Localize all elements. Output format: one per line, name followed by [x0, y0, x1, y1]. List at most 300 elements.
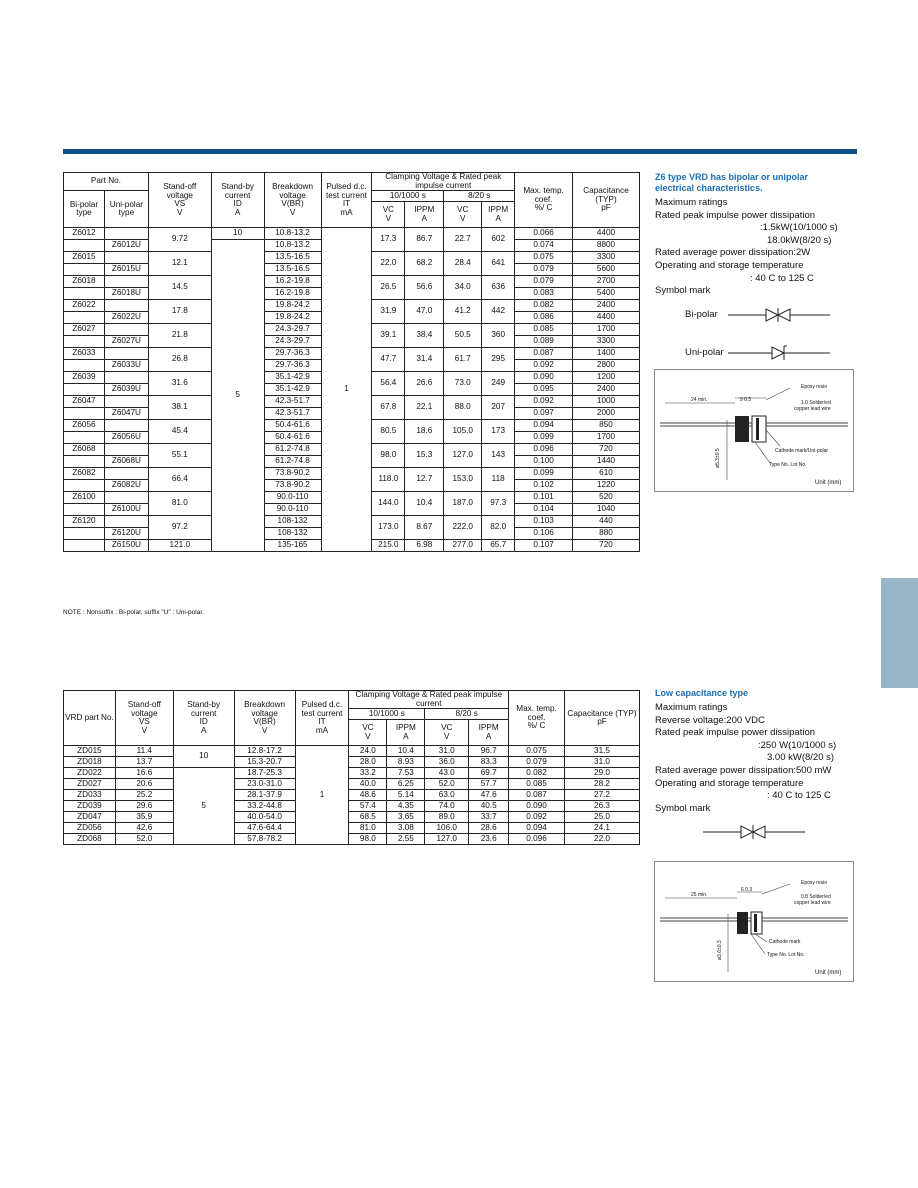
table-row	[64, 812, 640, 823]
breakdown-cell: 15.3-20.7	[234, 757, 295, 768]
capacitance-cell: 31.0	[564, 757, 639, 768]
temp-coef-cell: 0.085	[509, 779, 565, 790]
clamp-vc-cell: 52.0	[425, 779, 469, 790]
cathode-label: Cathode mark	[769, 939, 801, 945]
temp-coef-cell: 0.096	[515, 444, 573, 456]
standoff-cell: 42.6	[115, 823, 173, 834]
unit-label: Unit (mm)	[815, 970, 842, 976]
hdr-clamping: Clamping Voltage & Rated peak impulse current	[349, 691, 509, 709]
unipolar-part-cell	[104, 444, 148, 456]
temp-coef-cell: 0.097	[515, 408, 573, 420]
unipolar-part-cell	[104, 252, 148, 264]
clamp-ippm-cell: 143	[482, 444, 515, 468]
type-lot-label: Type No. Lot No.	[767, 952, 805, 958]
temp-coef-cell: 0.074	[515, 240, 573, 252]
capacitance-cell: 5400	[573, 288, 640, 300]
capacitance-cell: 2400	[573, 384, 640, 396]
clamp-ippm-cell: 360	[482, 324, 515, 348]
table-row	[64, 801, 640, 812]
clamp-vc-cell: 81.0	[349, 823, 387, 834]
temp-coef-cell: 0.099	[515, 432, 573, 444]
text-line: 18.0kW(8/20 s)	[767, 234, 832, 246]
breakdown-cell: 24.3-29.7	[264, 336, 321, 348]
unipolar-part-cell: Z6022U	[104, 312, 148, 324]
clamp-vc-cell: 74.0	[425, 801, 469, 812]
temp-coef-cell: 0.083	[515, 288, 573, 300]
clamp-vc-cell: 34.0	[444, 276, 482, 300]
standoff-cell: 81.0	[148, 492, 211, 516]
clamp-ippm-cell: 38.4	[405, 324, 444, 348]
text-line: Maximum ratings	[655, 702, 728, 713]
temp-coef-cell: 0.094	[515, 420, 573, 432]
unipolar-part-cell: Z6100U	[104, 504, 148, 516]
clamp-vc-cell: 105.0	[444, 420, 482, 444]
text-line: 3.00 kW(8/20 s)	[767, 752, 835, 764]
unipolar-part-cell: Z6015U	[104, 264, 148, 276]
temp-coef-cell: 0.087	[515, 348, 573, 360]
part-cell: ZD039	[64, 801, 116, 812]
text-line: Rated average power dissipation:500 mW	[655, 764, 832, 776]
hdr-capacitance: Capacitance (TYP) pF	[573, 173, 640, 228]
unipolar-part-cell	[104, 324, 148, 336]
capacitance-cell: 2700	[573, 276, 640, 288]
clamp-ippm-cell: 602	[482, 228, 515, 252]
capacitance-cell: 850	[573, 420, 640, 432]
unipolar-part-cell	[104, 300, 148, 312]
bipolar-part-cell	[64, 336, 105, 348]
standoff-cell: 121.0	[148, 540, 211, 552]
clamp-ippm-cell: 68.2	[405, 252, 444, 276]
temp-coef-cell: 0.101	[515, 492, 573, 504]
clamp-vc-cell: 63.0	[425, 790, 469, 801]
temp-coef-cell: 0.079	[515, 264, 573, 276]
text-line: Rated average power dissipation:2W	[655, 247, 811, 259]
table-note: NOTE : Nonsuffix : Bi-polar, suffix "U" : Uni-polar.	[63, 609, 204, 616]
unipolar-part-cell: Z6018U	[104, 288, 148, 300]
hdr-ippm: IPPM A	[387, 720, 425, 746]
temp-coef-cell: 0.096	[509, 834, 565, 845]
diameter-label: ø5.3±0.5	[715, 448, 721, 468]
unipolar-part-cell	[104, 396, 148, 408]
unipolar-part-cell	[104, 516, 148, 528]
breakdown-cell: 18.7-25.3	[234, 768, 295, 779]
bipolar-part-cell: Z6015	[64, 252, 105, 264]
bipolar-part-cell: Z6022	[64, 300, 105, 312]
bipolar-part-cell	[64, 528, 105, 540]
temp-coef-cell: 0.086	[515, 312, 573, 324]
clamp-vc-cell: 98.0	[349, 834, 387, 845]
bipolar-part-cell	[64, 480, 105, 492]
unipolar-part-cell: Z6027U	[104, 336, 148, 348]
clamp-vc-cell: 39.1	[372, 324, 405, 348]
part-cell: ZD047	[64, 812, 116, 823]
temp-coef-cell: 0.092	[515, 396, 573, 408]
clamp-ippm-cell: 442	[482, 300, 515, 324]
capacitance-cell: 720	[573, 444, 640, 456]
clamp-vc-cell: 61.7	[444, 348, 482, 372]
clamp-vc-cell: 28.4	[444, 252, 482, 276]
unipolar-part-cell: Z6082U	[104, 480, 148, 492]
hdr-pulsed: Pulsed d.c. test current IT mA	[321, 173, 372, 228]
unipolar-part-cell: Z6033U	[104, 360, 148, 372]
capacitance-cell: 22.0	[564, 834, 639, 845]
z6-description	[655, 172, 838, 298]
clamp-ippm-cell: 69.7	[469, 768, 509, 779]
clamp-ippm-cell: 65.7	[482, 540, 515, 552]
standoff-cell: 66.4	[148, 468, 211, 492]
clamp-vc-cell: 277.0	[444, 540, 482, 552]
clamp-vc-cell: 89.0	[425, 812, 469, 823]
capacitance-cell: 1440	[573, 456, 640, 468]
clamp-vc-cell: 47.7	[372, 348, 405, 372]
clamp-ippm-cell: 8.67	[405, 516, 444, 540]
table-row	[64, 768, 640, 779]
temp-coef-cell: 0.107	[515, 540, 573, 552]
bipolar-part-cell	[64, 288, 105, 300]
capacitance-cell: 3300	[573, 336, 640, 348]
part-cell: ZD068	[64, 834, 116, 845]
clamp-vc-cell: 24.0	[349, 746, 387, 757]
breakdown-cell: 90.0-110	[264, 492, 321, 504]
hdr-standby: Stand-by current ID A	[173, 691, 234, 746]
temp-coef-cell: 0.094	[509, 823, 565, 834]
lead-length-label: 24 min.	[691, 397, 708, 403]
clamp-vc-cell: 127.0	[425, 834, 469, 845]
text-line: Operating and storage temperature	[655, 259, 804, 271]
clamp-vc-cell: 153.0	[444, 468, 482, 492]
lead-length-label: 25 min.	[691, 892, 708, 898]
bipolar-label: Bi-polar	[685, 309, 718, 320]
clamp-vc-cell: 43.0	[425, 768, 469, 779]
temp-coef-cell: 0.082	[509, 768, 565, 779]
unipolar-label: Uni-polar	[685, 347, 724, 358]
standoff-cell: 45.4	[148, 420, 211, 444]
hdr-10-1000: 10/1000 s	[349, 709, 425, 720]
breakdown-cell: 19.8-24.2	[264, 312, 321, 324]
table-row	[64, 823, 640, 834]
hdr-vc: VC V	[425, 720, 469, 746]
breakdown-cell: 50.4-61.6	[264, 432, 321, 444]
unipolar-part-cell	[104, 492, 148, 504]
clamp-ippm-cell: 295	[482, 348, 515, 372]
bipolar-part-cell	[64, 432, 105, 444]
epoxy-label: Epoxy resin	[801, 384, 828, 390]
breakdown-cell: 35.1-42.9	[264, 372, 321, 384]
breakdown-cell: 135-165	[264, 540, 321, 552]
capacitance-cell: 29.0	[564, 768, 639, 779]
section-title: Z6 type VRD has bipolar or unipolar	[655, 172, 809, 182]
temp-coef-cell: 0.103	[515, 516, 573, 528]
unipolar-part-cell: Z6068U	[104, 456, 148, 468]
body-length-label: 6 0.3	[741, 887, 753, 893]
part-cell: ZD015	[64, 746, 116, 757]
hdr-standoff: Stand-off voltage VS V	[115, 691, 173, 746]
breakdown-cell: 90.0-110	[264, 504, 321, 516]
breakdown-cell: 73.8-90.2	[264, 480, 321, 492]
hdr-vc: VC V	[372, 202, 405, 228]
bipolar-part-cell: Z6018	[64, 276, 105, 288]
header-rule	[63, 149, 857, 154]
hdr-clamping: Clamping Voltage & Rated peak impulse current	[372, 173, 515, 191]
clamp-vc-cell: 22.0	[372, 252, 405, 276]
temp-coef-cell: 0.085	[515, 324, 573, 336]
zd-description	[655, 688, 836, 815]
clamp-vc-cell: 215.0	[372, 540, 405, 552]
clamp-vc-cell: 36.0	[425, 757, 469, 768]
text-line: Reverse voltage:200 VDC	[655, 714, 765, 726]
standoff-cell: 97.2	[148, 516, 211, 540]
temp-coef-cell: 0.089	[515, 336, 573, 348]
breakdown-cell: 73.8-90.2	[264, 468, 321, 480]
clamp-ippm-cell: 6.98	[405, 540, 444, 552]
clamp-vc-cell: 73.0	[444, 372, 482, 396]
standoff-cell: 17.8	[148, 300, 211, 324]
capacitance-cell: 1220	[573, 480, 640, 492]
clamp-vc-cell: 88.0	[444, 396, 482, 420]
standoff-cell: 55.1	[148, 444, 211, 468]
breakdown-cell: 19.8-24.2	[264, 300, 321, 312]
bipolar-part-cell	[64, 264, 105, 276]
capacitance-cell: 610	[573, 468, 640, 480]
text-line: Rated peak impulse power dissipation	[655, 209, 816, 221]
part-cell: ZD033	[64, 790, 116, 801]
clamp-vc-cell: 106.0	[425, 823, 469, 834]
temp-coef-cell: 0.104	[515, 504, 573, 516]
clamp-vc-cell: 68.5	[349, 812, 387, 823]
clamp-vc-cell: 144.0	[372, 492, 405, 516]
table-row	[64, 834, 640, 845]
table-row	[64, 790, 640, 801]
unipolar-part-cell	[104, 228, 148, 240]
section-title-2: electrical characteristics.	[655, 183, 763, 193]
bipolar-part-cell: Z6120	[64, 516, 105, 528]
clamp-ippm-cell: 3.08	[387, 823, 425, 834]
capacitance-cell: 1000	[573, 396, 640, 408]
clamp-vc-cell: 98.0	[372, 444, 405, 468]
capacitance-cell: 1200	[573, 372, 640, 384]
breakdown-cell: 33.2-44.8	[234, 801, 295, 812]
breakdown-cell: 61.2-74.8	[264, 456, 321, 468]
temp-coef-cell: 0.099	[515, 468, 573, 480]
test-current-cell: 1	[321, 228, 372, 552]
temp-coef-cell: 0.092	[509, 812, 565, 823]
bipolar-part-cell: Z6039	[64, 372, 105, 384]
hdr-capacitance: Capacitance (TYP) pF	[564, 691, 639, 746]
capacitance-cell: 520	[573, 492, 640, 504]
bipolar-part-cell: Z6012	[64, 228, 105, 240]
clamp-ippm-cell: 7.53	[387, 768, 425, 779]
standoff-cell: 21.8	[148, 324, 211, 348]
zd-spec-table	[63, 690, 640, 845]
zd-symbol-icon	[703, 823, 805, 841]
clamp-vc-cell: 33.2	[349, 768, 387, 779]
clamp-ippm-cell: 96.7	[469, 746, 509, 757]
standoff-cell: 14.5	[148, 276, 211, 300]
unipolar-symbol-icon	[728, 344, 830, 362]
bipolar-part-cell: Z6033	[64, 348, 105, 360]
breakdown-cell: 28.1-37.9	[234, 790, 295, 801]
text-line: Rated peak impulse power dissipation	[655, 727, 816, 739]
breakdown-cell: 16.2-19.8	[264, 276, 321, 288]
clamp-ippm-cell: 249	[482, 372, 515, 396]
z6-dimension-diagram	[654, 369, 854, 492]
standoff-cell: 11.4	[115, 746, 173, 757]
breakdown-cell: 13.5-16.5	[264, 264, 321, 276]
unipolar-part-cell: Z6120U	[104, 528, 148, 540]
capacitance-cell: 31.5	[564, 746, 639, 757]
clamp-ippm-cell: 4.35	[387, 801, 425, 812]
clamp-vc-cell: 40.0	[349, 779, 387, 790]
clamp-ippm-cell: 47.0	[405, 300, 444, 324]
hdr-breakdown: Breakdown voltage V(BR) V	[234, 691, 295, 746]
text-line: : 40 C to 125 C	[767, 790, 831, 802]
temp-coef-cell: 0.075	[509, 746, 565, 757]
zd-dimension-diagram	[654, 861, 854, 982]
clamp-ippm-cell: 2.55	[387, 834, 425, 845]
temp-coef-cell: 0.095	[515, 384, 573, 396]
section-title: Low capacitance type	[655, 688, 749, 698]
standoff-cell: 38.1	[148, 396, 211, 420]
hdr-ippm: IPPM A	[405, 202, 444, 228]
temp-coef-cell: 0.092	[515, 360, 573, 372]
capacitance-cell: 1700	[573, 324, 640, 336]
side-tab	[881, 578, 918, 688]
hdr-vc: VC V	[444, 202, 482, 228]
bipolar-part-cell: Z6047	[64, 396, 105, 408]
clamp-ippm-cell: 31.4	[405, 348, 444, 372]
hdr-8-20: 8/20 s	[444, 191, 515, 202]
hdr-10-1000: 10/1000 s	[372, 191, 444, 202]
clamp-vc-cell: 56.4	[372, 372, 405, 396]
hdr-maxtemp: Max. temp. coef. %/ C	[509, 691, 565, 746]
breakdown-cell: 24.3-29.7	[264, 324, 321, 336]
wire-label: 0.8 Solder/ed	[801, 894, 831, 900]
unipolar-part-cell: Z6039U	[104, 384, 148, 396]
clamp-ippm-cell: 26.6	[405, 372, 444, 396]
standby-cell: 5	[211, 240, 264, 552]
capacitance-cell: 1040	[573, 504, 640, 516]
capacitance-cell: 25.0	[564, 812, 639, 823]
clamp-vc-cell: 67.8	[372, 396, 405, 420]
wire-label-2: copper lead wire	[794, 900, 831, 906]
temp-coef-cell: 0.106	[515, 528, 573, 540]
breakdown-cell: 35.1-42.9	[264, 384, 321, 396]
clamp-ippm-cell: 86.7	[405, 228, 444, 252]
body-length-label: 9 0.5	[740, 397, 752, 403]
breakdown-cell: 40.0-54.0	[234, 812, 295, 823]
bipolar-part-cell: Z6068	[64, 444, 105, 456]
clamp-ippm-cell: 57.7	[469, 779, 509, 790]
capacitance-cell: 2400	[573, 300, 640, 312]
table-row	[64, 779, 640, 790]
standby-cell: 10	[211, 228, 264, 240]
clamp-vc-cell: 26.5	[372, 276, 405, 300]
clamp-vc-cell: 127.0	[444, 444, 482, 468]
breakdown-cell: 50.4-61.6	[264, 420, 321, 432]
cathode-label: Cathode mark/Uni-polar	[775, 448, 829, 454]
bipolar-part-cell	[64, 360, 105, 372]
clamp-vc-cell: 173.0	[372, 516, 405, 540]
unit-label: Unit (mm)	[815, 480, 842, 486]
unipolar-part-cell: Z6047U	[104, 408, 148, 420]
standoff-cell: 29.6	[115, 801, 173, 812]
clamp-ippm-cell: 3.65	[387, 812, 425, 823]
breakdown-cell: 23.0-31.0	[234, 779, 295, 790]
clamp-vc-cell: 80.5	[372, 420, 405, 444]
clamp-vc-cell: 57.4	[349, 801, 387, 812]
breakdown-cell: 61.2-74.8	[264, 444, 321, 456]
table-row	[64, 757, 640, 768]
unipolar-part-cell: Z6012U	[104, 240, 148, 252]
clamp-ippm-cell: 83.3	[469, 757, 509, 768]
capacitance-cell: 27.2	[564, 790, 639, 801]
clamp-ippm-cell: 6.25	[387, 779, 425, 790]
standoff-cell: 25.2	[115, 790, 173, 801]
capacitance-cell: 3300	[573, 252, 640, 264]
unipolar-part-cell: Z6056U	[104, 432, 148, 444]
clamp-ippm-cell: 8.93	[387, 757, 425, 768]
part-cell: ZD027	[64, 779, 116, 790]
unipolar-part-cell	[104, 420, 148, 432]
bipolar-part-cell: Z6082	[64, 468, 105, 480]
diameter-label: ø3.6±0.3	[717, 940, 723, 960]
wire-label-2: copper lead wire	[794, 406, 831, 412]
breakdown-cell: 47.6-64.4	[234, 823, 295, 834]
capacitance-cell: 2000	[573, 408, 640, 420]
breakdown-cell: 29.7-36.3	[264, 348, 321, 360]
clamp-vc-cell: 41.2	[444, 300, 482, 324]
table-row	[64, 228, 640, 240]
clamp-vc-cell: 22.7	[444, 228, 482, 252]
standoff-cell: 13.7	[115, 757, 173, 768]
capacitance-cell: 8800	[573, 240, 640, 252]
clamp-ippm-cell: 10.4	[387, 746, 425, 757]
bipolar-part-cell	[64, 312, 105, 324]
unipolar-part-cell: Z6150U	[104, 540, 148, 552]
clamp-ippm-cell: 28.6	[469, 823, 509, 834]
hdr-breakdown: Breakdown voltage V(BR) V	[264, 173, 321, 228]
text-line: : 40 C to 125 C	[750, 272, 814, 284]
breakdown-cell: 42.3-51.7	[264, 396, 321, 408]
unipolar-part-cell	[104, 348, 148, 360]
text-line: :250 W(10/1000 s)	[758, 739, 837, 751]
breakdown-cell: 16.2-19.8	[264, 288, 321, 300]
hdr-8-20: 8/20 s	[425, 709, 509, 720]
capacitance-cell: 28.2	[564, 779, 639, 790]
clamp-ippm-cell: 33.7	[469, 812, 509, 823]
capacitance-cell: 24.1	[564, 823, 639, 834]
text-line: Operating and storage temperature	[655, 777, 804, 789]
clamp-ippm-cell: 56.6	[405, 276, 444, 300]
capacitance-cell: 2800	[573, 360, 640, 372]
breakdown-cell: 42.3-51.7	[264, 408, 321, 420]
hdr-ippm: IPPM A	[482, 202, 515, 228]
clamp-vc-cell: 222.0	[444, 516, 482, 540]
bipolar-symbol-icon	[728, 306, 830, 324]
hdr-ippm: IPPM A	[469, 720, 509, 746]
capacitance-cell: 440	[573, 516, 640, 528]
text-line: :1.5kW(10/1000 s)	[760, 222, 838, 234]
clamp-ippm-cell: 207	[482, 396, 515, 420]
clamp-ippm-cell: 47.6	[469, 790, 509, 801]
standoff-cell: 16.6	[115, 768, 173, 779]
capacitance-cell: 1400	[573, 348, 640, 360]
temp-coef-cell: 0.075	[515, 252, 573, 264]
capacitance-cell: 26.3	[564, 801, 639, 812]
bipolar-part-cell	[64, 540, 105, 552]
breakdown-cell: 12.8-17.2	[234, 746, 295, 757]
temp-coef-cell: 0.079	[509, 757, 565, 768]
